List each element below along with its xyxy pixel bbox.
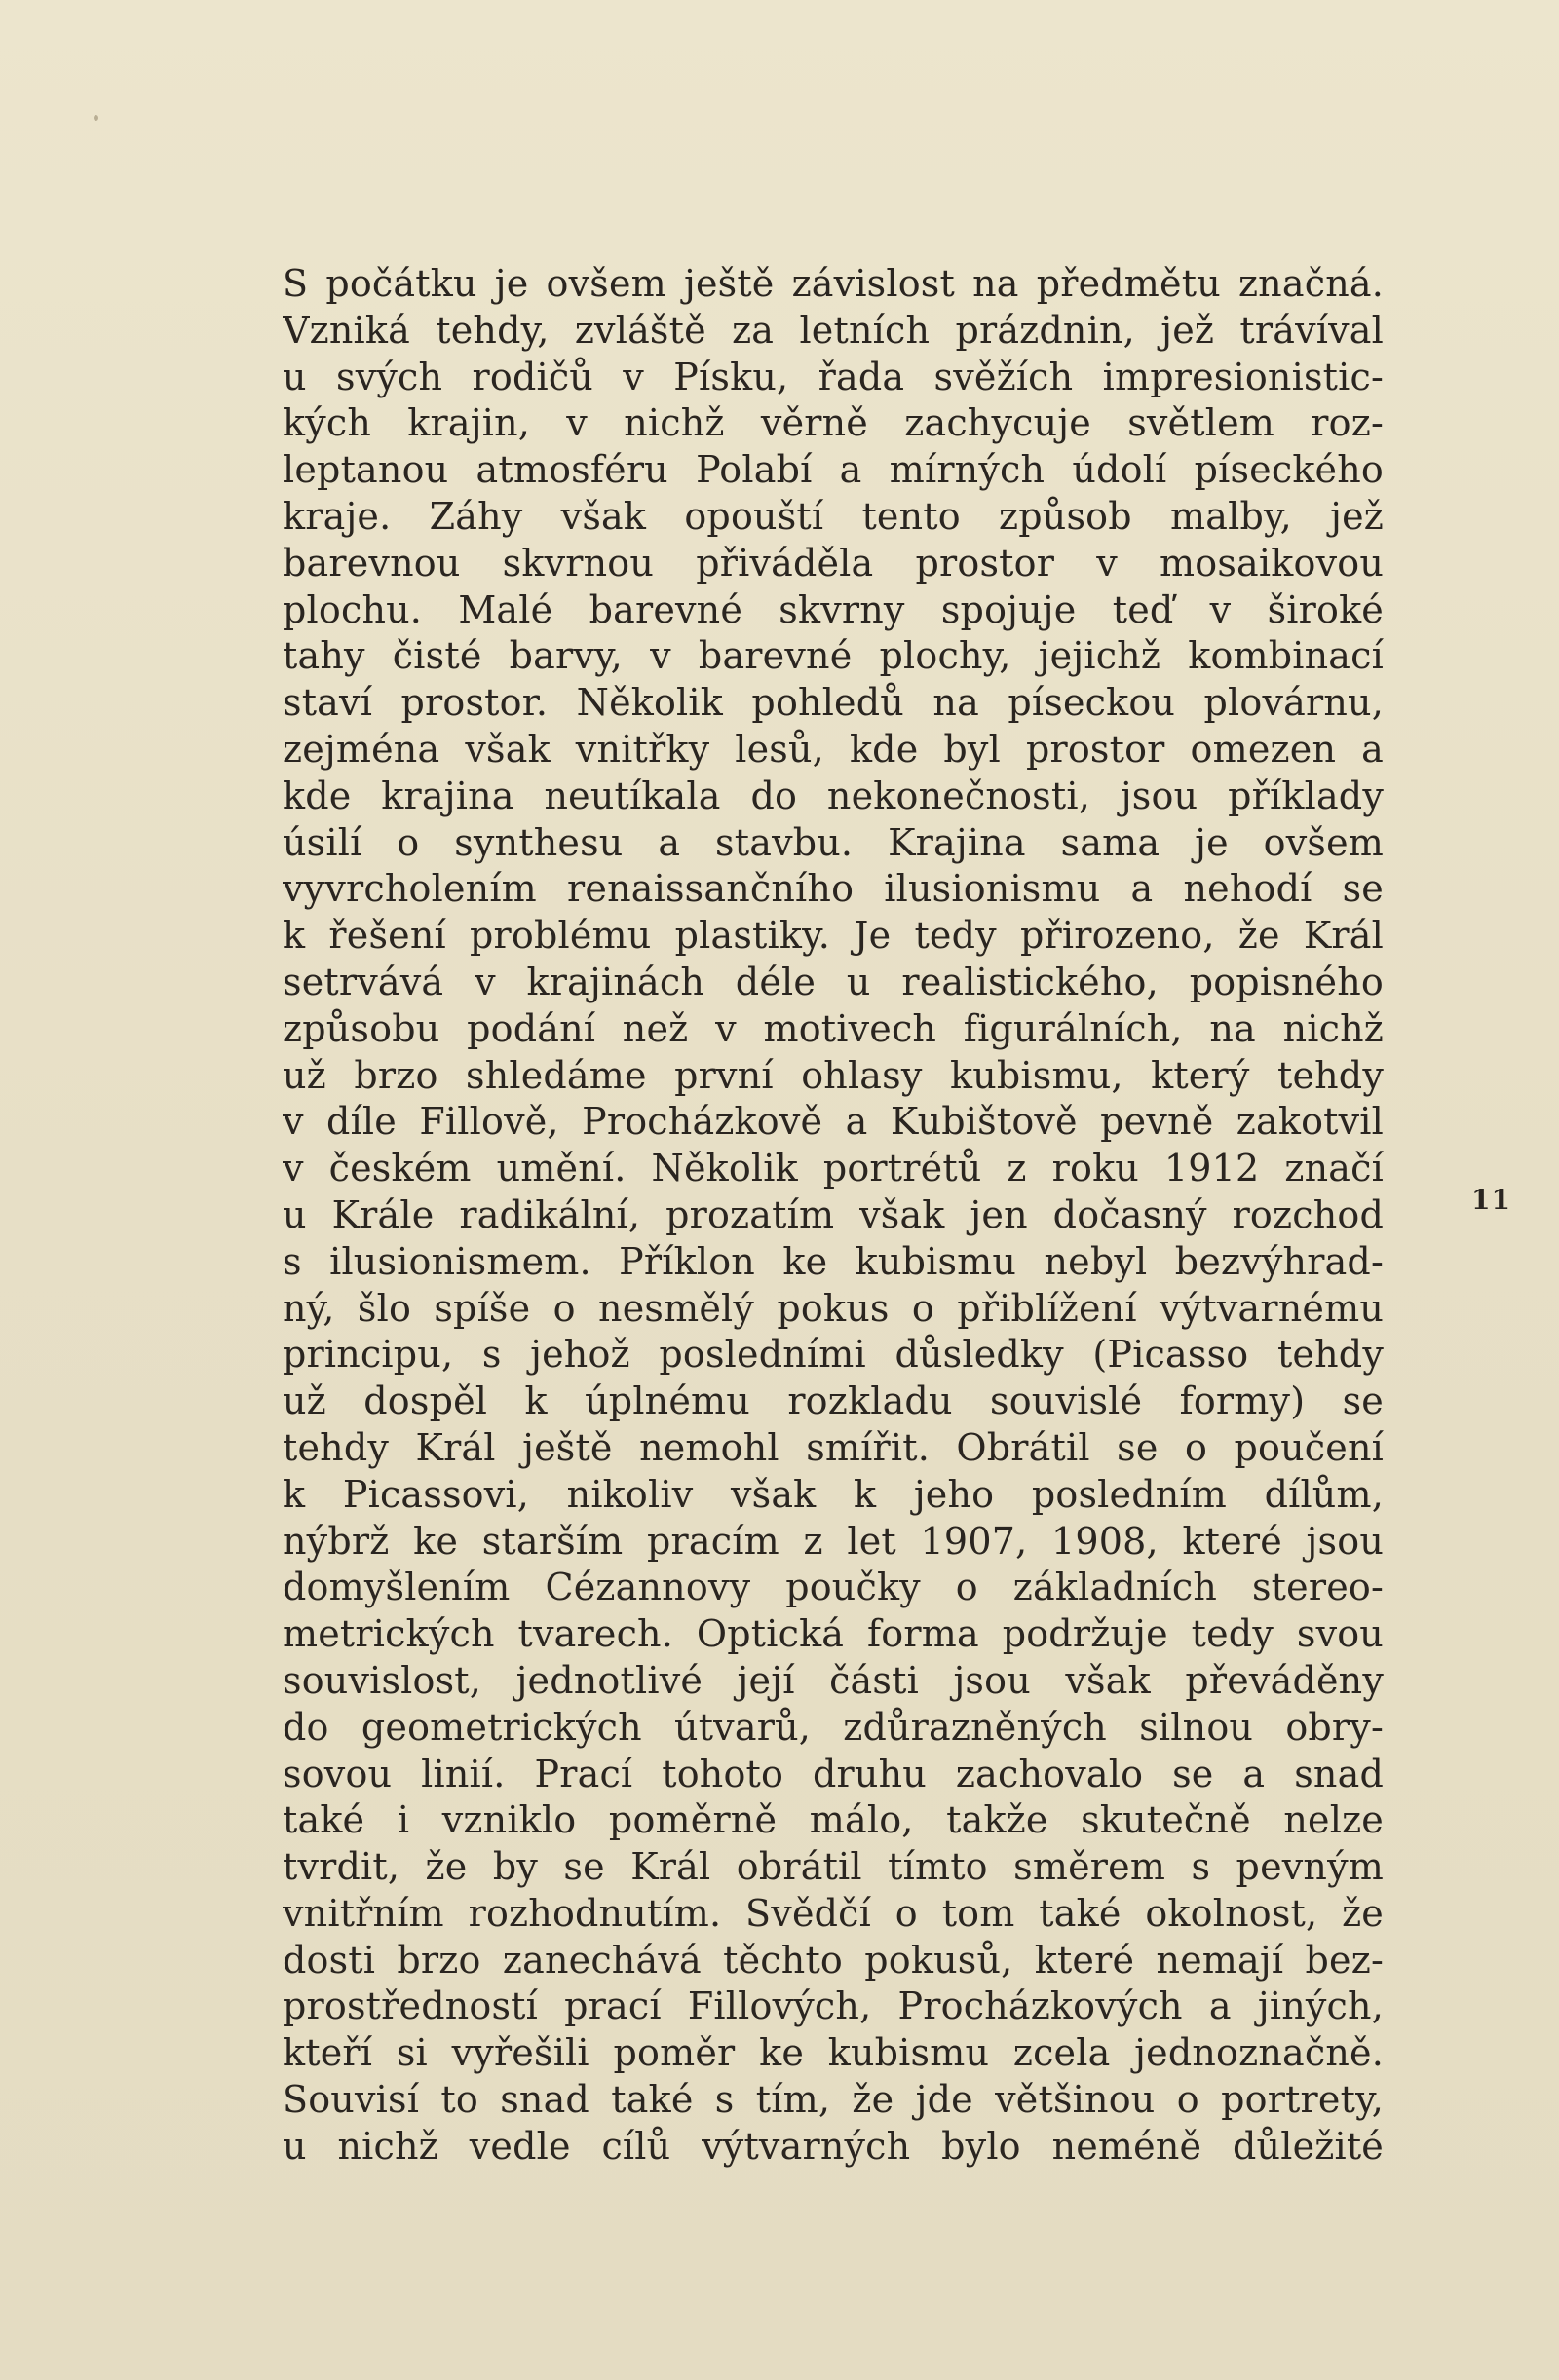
text-line: souvislost, jednotlivé její části jsou však převáděny [283,1658,1384,1702]
text-line: Vzniká tehdy, zvláště za letních prázdnin, jež trávíval [283,308,1384,352]
text-line: barevnou skvrnou přiváděla prostor v mosaikovou [283,541,1384,585]
text-line: staví prostor. Několik pohledů na píseckou plovárnu, [283,681,1384,725]
text-line: plochu. Malé barevné skvrny spojuje teď v široké [283,587,1384,631]
text-line: u Krále radikální, prozatím však jen dočasný rozchod [283,1192,1384,1236]
text-line: vnitřním rozhodnutím. Svědčí o tom také okolnost, že [283,1891,1384,1935]
text-line: setrvává v krajinách déle u realistického, popisného [283,960,1384,1003]
text-line: kde krajina neutíkala do nekonečnosti, jsou příklady [283,774,1384,817]
text-line: metrických tvarech. Optická forma podržuje tedy svou [283,1612,1384,1656]
text-line: dosti brzo zanechává těchto pokusů, které nemají bez- [283,1938,1384,1982]
text-line: už dospěl k úplnému rozkladu souvislé formy) se [283,1379,1384,1423]
text-line: s ilusionismem. Příklon ke kubismu nebyl bezvýhrad- [283,1239,1384,1283]
text-line: u nichž vedle cílů výtvarných bylo neméně důležité [283,2124,1384,2168]
text-line: S počátku je ovšem ještě závislost na předmětu značná. [283,262,1384,305]
text-line: ný, šlo spíše o nesmělý pokus o přiblížení výtvarnému [283,1286,1384,1330]
text-line: tahy čisté barvy, v barevné plochy, jejichž kombinací [283,634,1384,678]
text-line: nýbrž ke starším pracím z let 1907, 1908, které jsou [283,1519,1384,1563]
text-line: vyvrcholením renaissančního ilusionismu a nehodí se [283,867,1384,911]
text-line: kraje. Záhy však opouští tento způsob malby, jež [283,494,1384,538]
text-line: u svých rodičů v Písku, řada svěžích impresionistic- [283,355,1384,398]
text-line: kých krajin, v nichž věrně zachycuje světlem roz- [283,401,1384,445]
text-line: domyšlením Cézannovy poučky o základních stereo- [283,1566,1384,1609]
text-line: také i vzniklo poměrně málo, takže skutečně nelze [283,1798,1384,1842]
text-line: úsilí o synthesu a stavbu. Krajina sama je ovšem [283,820,1384,864]
text-line: zejména však vnitřky lesů, kde byl prostor omezen a [283,727,1384,771]
text-line: Souvisí to snad také s tím, že jde většinou o portrety, [283,2078,1384,2122]
text-line: kteří si vyřešili poměr ke kubismu zcela jednoznačně. [283,2031,1384,2075]
text-line: k Picassovi, nikoliv však k jeho posledním dílům, [283,1472,1384,1516]
text-line: už brzo shledáme první ohlasy kubismu, který tehdy [283,1053,1384,1097]
page-number: 11 [1471,1184,1511,1216]
text-line: v českém umění. Několik portrétů z roku 1912 značí [283,1147,1384,1190]
body-text [283,261,1384,2171]
text-line: prostředností prací Fillových, Procházkových a jiných, [283,1984,1384,2028]
text-line: leptanou atmosféru Polabí a mírných údolí píseckého [283,448,1384,492]
text-line: způsobu podání než v motivech figurálních, na nichž [283,1006,1384,1050]
text-line: tehdy Král ještě nemohl smířit. Obrátil se o poučení [283,1425,1384,1469]
text-line: principu, s jehož posledními důsledky (Picasso tehdy [283,1333,1384,1377]
text-line: k řešení problému plastiky. Je tedy přirozeno, že Král [283,914,1384,958]
paper-speck [94,115,98,121]
text-line: tvrdit, že by se Král obrátil tímto směrem s pevným [283,1845,1384,1889]
text-line: v díle Fillově, Procházkově a Kubištově pevně zakotvil [283,1100,1384,1144]
text-line: sovou linií. Prací tohoto druhu zachovalo se a snad [283,1752,1384,1795]
text-line: do geometrických útvarů, zdůrazněných silnou obry- [283,1705,1384,1749]
